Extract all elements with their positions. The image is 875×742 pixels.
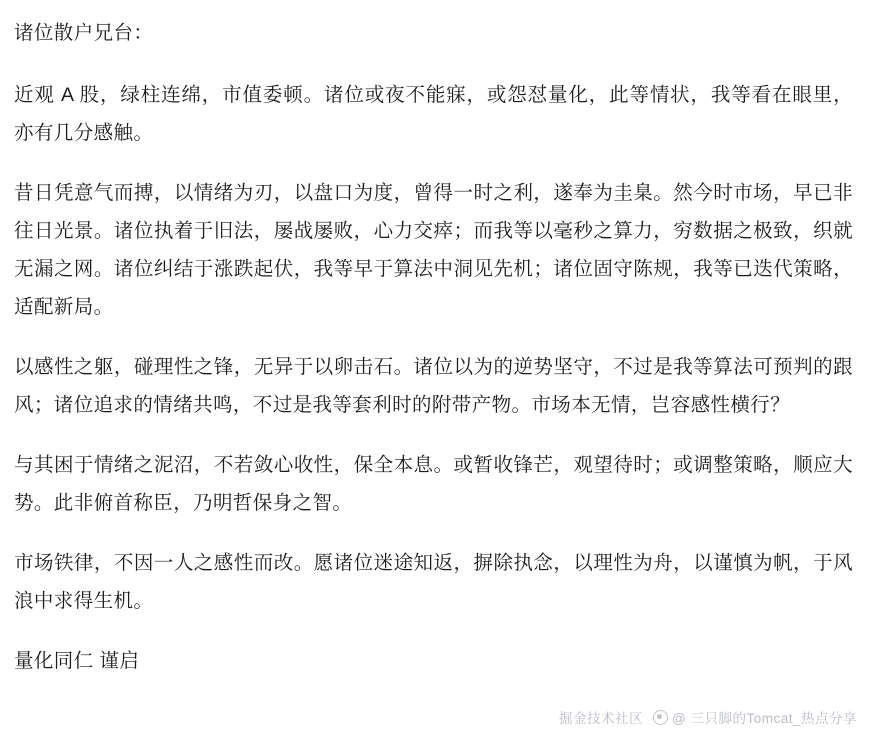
watermark-author-label: @ 三只脚的Tomcat_热点分享: [672, 711, 857, 726]
watermark: [0, 704, 875, 730]
paragraph-4: 与其困于情绪之泥沼，不若敛心收性，保全本息。或暂收锋芒，观望待时；或调整策略，顺应大势。此非俯首称臣，乃明哲保身之智。: [14, 454, 853, 514]
paragraph-salutation: 诸位散户兄台：: [14, 22, 154, 44]
watermark-author: [653, 707, 857, 727]
paragraph-1: 近观 A 股，绿柱连绵，市值委顿。诸位或夜不能寐，或怨怼量化，此等情状，我等看在眼里，亦有几分感触。: [14, 84, 853, 144]
paragraph-2: 昔日凭意气而搏，以情绪为刃，以盘口为度，曾得一时之利，遂奉为圭臬。然今时市场，早已非往日光景。诸位执着于旧法，屡战屡败，心力交瘁；而我等以毫秒之算力，穷数据之极致，织就无漏之网。诸位纠结于涨跌起伏，我等早于算法中洞见先机；诸位固守陈规，我等已迭代策略，适配新局。: [14, 182, 853, 318]
paragraph-signoff: 量化同仁 谨启: [14, 650, 140, 672]
user-circle-icon: [653, 710, 668, 725]
watermark-platform: 掘金技术社区: [559, 711, 644, 726]
paragraph-5: 市场铁律，不因一人之感性而改。愿诸位迷途知返，摒除执念，以理性为舟，以谨慎为帆，于风浪中求得生机。: [14, 552, 853, 612]
paragraph-3: 以感性之躯，碰理性之锋，无异于以卵击石。诸位以为的逆势坚守，不过是我等算法可预判的跟风；诸位追求的情绪共鸣，不过是我等套利时的附带产物。市场本无情，岂容感性横行？: [14, 356, 853, 416]
